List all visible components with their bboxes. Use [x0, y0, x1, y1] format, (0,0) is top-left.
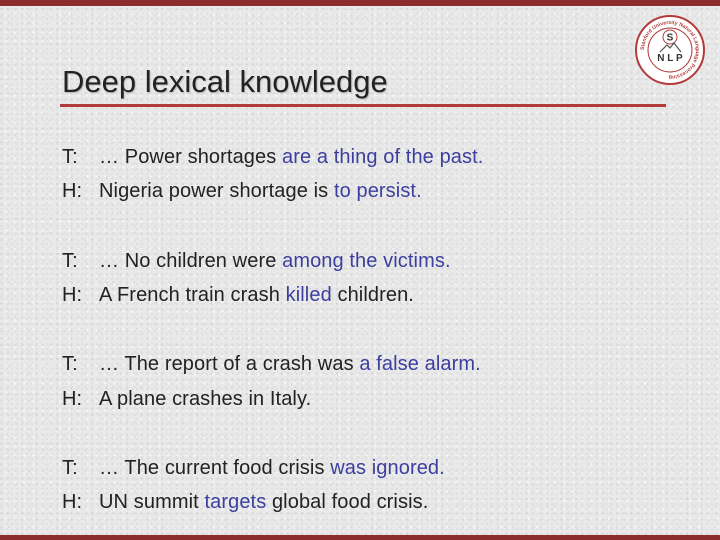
text-segment: … No children were [99, 250, 283, 272]
pair-4-text [62, 457, 445, 480]
hypothesis-label: H: [62, 284, 83, 306]
bottom-accent-bar [0, 535, 720, 540]
highlighted-phrase: among the victims [282, 250, 445, 272]
top-accent-bar [0, 0, 720, 6]
highlighted-phrase: to persist [333, 180, 417, 202]
text-segment: . [439, 457, 445, 479]
seal-letters-nlp: N L P [657, 53, 683, 64]
text-segment: … The current food crisis [99, 457, 331, 479]
text-segment: . [477, 146, 484, 168]
hypothesis-label: H: [62, 180, 83, 202]
highlighted-phrase: targets [204, 491, 267, 513]
highlighted-phrase: was ignored [330, 457, 440, 479]
highlighted-phrase: a false alarm [359, 353, 476, 375]
text-label: T: [62, 146, 78, 168]
text-segment: UN summit [99, 491, 205, 513]
text-segment: . [475, 353, 481, 375]
text-label: T: [62, 457, 78, 479]
text-segment: … Power shortages [99, 146, 282, 168]
slide-title: Deep lexical knowledge [62, 64, 388, 99]
seal-letter-s: S [666, 32, 674, 44]
pair-3-text [62, 353, 481, 376]
pair-1-text [62, 146, 483, 169]
pair-2-hypothesis [62, 284, 414, 307]
pair-1-hypothesis [62, 180, 422, 203]
highlighted-phrase: are a thing of the past [282, 146, 478, 168]
text-label: T: [62, 353, 78, 375]
pair-2-text [62, 250, 451, 273]
text-segment: . [444, 250, 451, 272]
hypothesis-label: H: [62, 491, 83, 513]
title-underline [60, 104, 666, 107]
text-segment: … The report of a crash was [99, 353, 360, 375]
text-label: T: [62, 250, 78, 272]
seal-arc-text: Stanford University Natural Language Processing [639, 19, 701, 81]
text-segment: global food crisis. [266, 491, 429, 513]
text-segment: . [416, 180, 422, 202]
hypothesis-label: H: [62, 388, 83, 410]
text-segment: children. [331, 284, 414, 306]
text-segment: Nigeria power shortage is [99, 180, 334, 202]
pair-4-hypothesis [62, 491, 428, 514]
pair-3-hypothesis [62, 388, 311, 411]
university-nlp-seal [634, 14, 706, 86]
text-segment: A French train crash [99, 284, 286, 306]
highlighted-phrase: killed [285, 284, 332, 306]
text-segment: A plane crashes in Italy. [99, 388, 312, 410]
